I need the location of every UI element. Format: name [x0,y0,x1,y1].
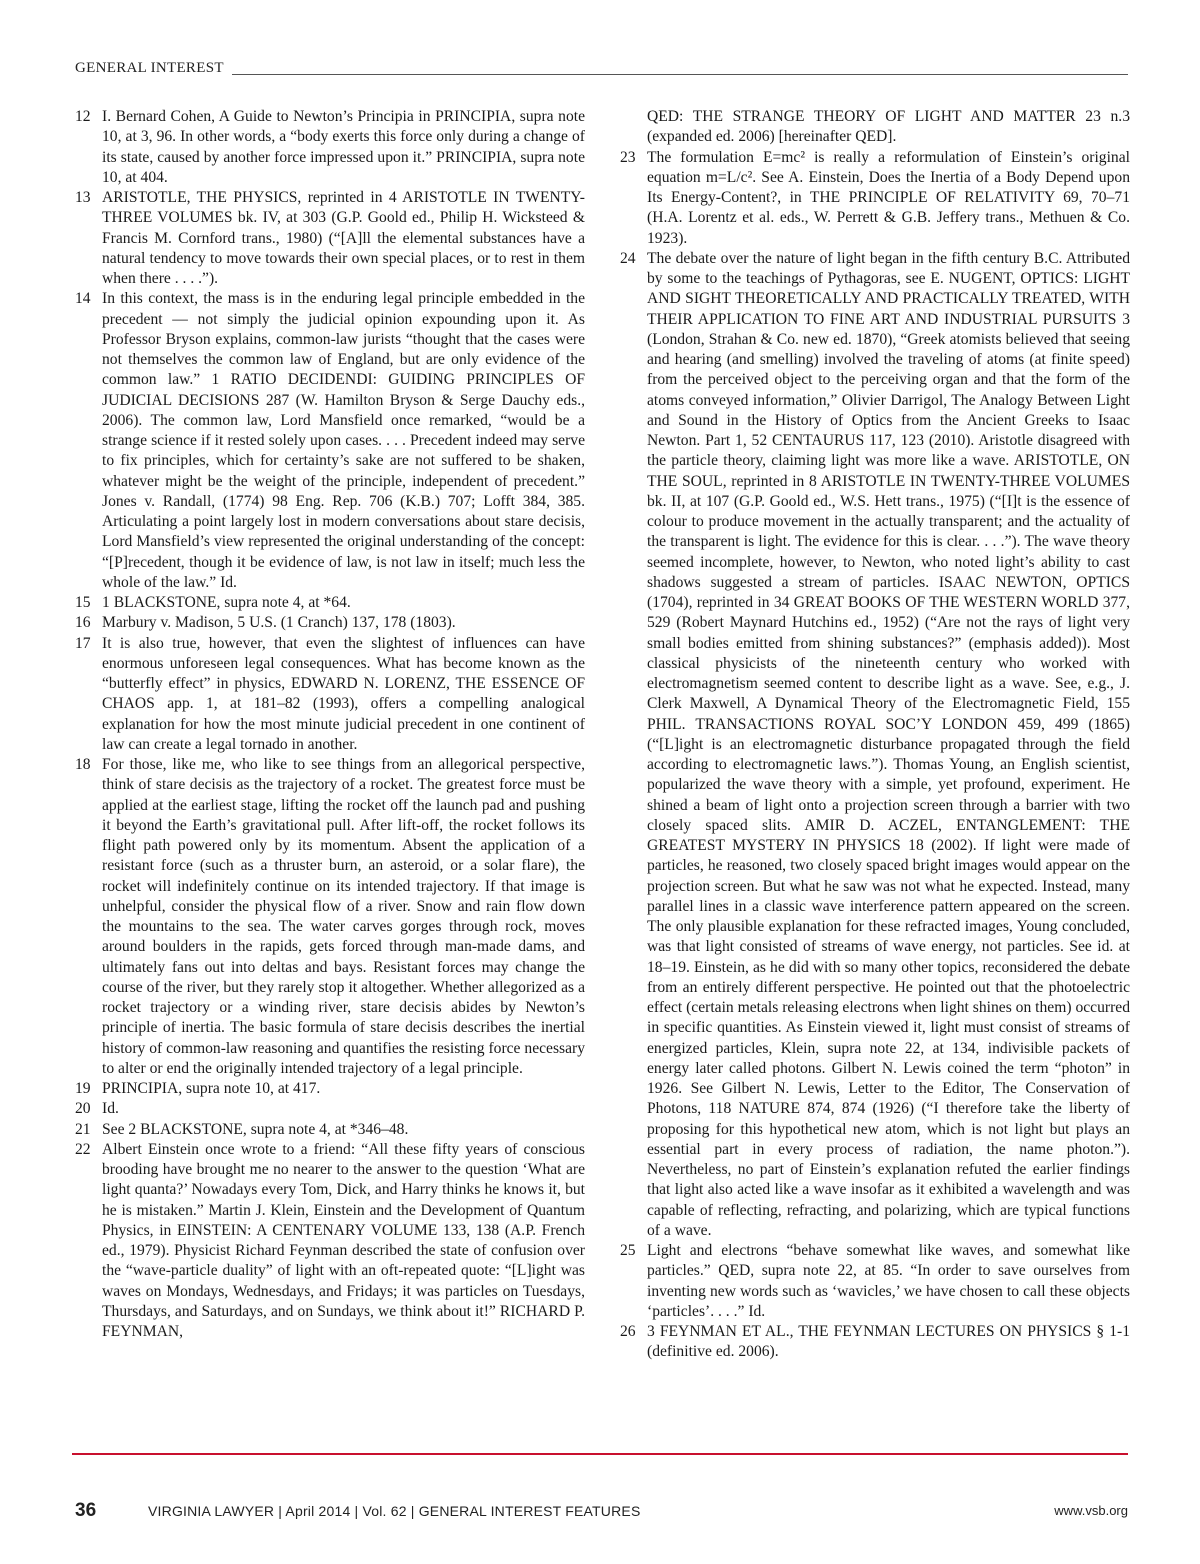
footnote-number: 20 [75,1100,91,1118]
footnote [75,107,585,188]
footnote-number: 22 [75,1140,91,1158]
footnote-text: For those, like me, who like to see things from an allegorical perspective, think of stare decisis as the trajectory of a rocket. The greatest force must be applied at the earliest stage, lifting the rocket off the launch pad and pushing it beyond the Earth’s gravitational pull. After lift-off, the rocket follows its flight path powered only by its momentum. Absent the application of a resistant force (such as a thruster burn, an asteroid, or a solar flare), the rocket will indefinitely continue on its intended trajectory. If that image is unhelpful, consider the physical flow of a river. Snow and rain flow down the mountains to the sea. The water carves gorges through rock, moves around boulders in the rapids, gets forced through man-made dams, and ultimately fans out into deltas and bays. Resistant forces may change the course of the river, but they rarely stop it altogether. Whether allegorized as a rocket trajectory or a winding river, stare decisis abides by Newton’s principle of inertia. The basic formula of stare decisis describes the inertial history of common-law reasoning and quantifies the resisting force necessary to alter or end the originally intended trajectory of a legal principle. [102,756,585,1077]
footnote-number: 17 [75,634,91,652]
footnote-text: In this context, the mass is in the enduring legal principle embedded in the precedent — not simply the judicial opinion expounding upon it. As Professor Bryson explains, common-law jurists “thought that the cases were not themselves the common law of England, but are only evidence of the common law.” 1 RATIO DECIDENDI: GUIDING PRINCIPLES OF JUDICIAL DECISIONS 287 (W. Hamilton Bryson & Serge Dauchy eds., 2006). The common law, Lord Mansfield once remarked, “would be a strange science if it rested solely upon cases. . . . Precedent indeed may serve to fix principles, which for certainty’s sake are not suffered to be shaken, whatever might be the weight of the principle, independent of precedent.” Jones v. Randall, (1774) 98 Eng. Rep. 706 (K.B.) 707; Lofft 384, 385. Articulating a point largely lost in modern conversations about stare decisis, Lord Mansfield’s view represented the original understanding of the concept: “[P]recedent, though it be evidence of law, is not law in itself; much less the whole of the law.” Id. [102,290,585,591]
footnotes-right-column [620,107,1130,1363]
footnote-text: I. Bernard Cohen, A Guide to Newton’s Principia in PRINCIPIA, supra note 10, at 3, 96. In other words, a “body exerts this force only during a change of its state, caused by another force impressed upon it.” PRINCIPIA, supra note 10, at 404. [102,108,585,186]
footnote-number: 21 [75,1120,91,1138]
footnotes-left-column [75,107,585,1342]
footnote-number [620,107,647,148]
footnote-number: 26 [620,1323,636,1340]
footnote-number: 23 [620,148,636,166]
footnote-number: 15 [75,594,91,611]
footnote-text: Marbury v. Madison, 5 U.S. (1 Cranch) 137, 178 (1803). [102,614,456,632]
footnote [620,1241,1130,1322]
page-footer [75,1500,1128,1530]
footnote-number: 16 [75,614,91,632]
footnote-number: 13 [75,189,91,206]
footnote [75,634,585,756]
header-rule [75,74,1128,75]
section-label: GENERAL INTEREST [75,60,232,77]
footnote-text: See 2 BLACKSTONE, supra note 4, at *346–48. [102,1120,409,1138]
footnote-text: The formulation E=mc² is really a reformulation of Einstein’s original equation m=L/c². See A. Einstein, Does the Inertia of a Body Depend upon Its Energy-Content?, in THE PRINCIPLE OF RELATIVITY 69, 70–71 (H.A. Lorentz et al. eds., W. Perrett & G.B. Jeffery trans., Methuen & Co. 1923). [647,148,1130,247]
running-header [75,60,1128,80]
footnote [620,1322,1130,1363]
publication-info: VIRGINIA LAWYER | April 2014 | Vol. 62 | GENERAL INTEREST FEATURES [148,1503,641,1519]
footnote [75,1140,585,1343]
footnote-text: Id. [102,1100,119,1118]
footnote [75,1120,585,1140]
footnote [75,1079,585,1099]
footnote [75,188,585,289]
footnote-text: PRINCIPIA, supra note 10, at 417. [102,1080,321,1097]
footnote-text: Light and electrons “behave somewhat like waves, and somewhat like particles.” QED, supra note 22, at 85. “In order to save ourselves from inventing new words such as ‘wavicles,’ we have chosen to call these objects ‘particles’. . . .” Id. [647,1242,1130,1320]
footnote-number: 24 [620,249,636,267]
website-link[interactable]: www.vsb.org [1054,1503,1128,1518]
footnote-text: The debate over the nature of light began in the fifth century B.C. Attributed by some to the teachings of Pythagoras, see E. NUGENT, OPTICS: LIGHT AND SIGHT THEORETICALLY AND PRACTICALLY TREATED, WITH THEIR APPLICATION TO FINE ART AND INDUSTRIAL PURSUITS 3 (London, Strahan & Co. new ed. 1870), “Greek atomists believed that seeing and hearing (and smelling) involved the traveling of atoms (at finite speed) from the perceived object to the perceiving organ and that the form of the atoms conveyed information,” Olivier Darrigol, The Analogy Between Light and Sound in the History of Optics from the Ancient Greeks to Isaac Newton. Part 1, 52 CENTAURUS 117, 123 (2010). Aristotle disagreed with the particle theory, claiming light was more like a wave. ARISTOTLE, ON THE SOUL, reprinted in 8 ARISTOTLE IN TWENTY-THREE VOLUMES bk. II, at 107 (G.P. Goold ed., W.S. Hett trans., 1975) (“[I]t is the essence of colour to produce movement in the actually transparent; and the actuality of the transparent is light. The evidence for this is clear. . . .”). The wave theory seemed incomplete, however, to Newton, who noted light’s ability to cast shadows suggested a stream of particles. ISAAC NEWTON, OPTICS (1704), reprinted in 34 GREAT BOOKS OF THE WESTERN WORLD 377, 529 (Robert Maynard Hutchins ed., 1952) (“Are not the rays of light very small bodies emitted from shining substances?” (emphasis added)). Most classical physicists of the nineteenth century who worked with electromagnetism seemed content to describe light as a wave. See, e.g., J. Clerk Maxwell, A Dynamical Theory of the Electromagnetic Field, 155 PHIL. TRANSACTIONS ROYAL SOC’Y LONDON 459, 499 (1865) (“[L]ight is an electromagnetic disturbance propagated through the field according to electromagnetic laws.”). Thomas Young, an English scientist, popularized the wave theory with a simple, yet profound, experiment. He shined a beam of light onto a projection screen through a barrier with two closely spaced slits. AMIR D. ACZEL, ENTANGLEMENT: THE GREATEST MYSTERY IN PHYSICS 18 (2002). If light were made of particles, he reasoned, two closely spaced bright images would appear on the projection screen. But what he saw was not what he expected. Instead, many parallel lines in a classic wave interference pattern appeared on the screen. The only plausible explanation for these refracted images, Young concluded, was that light consisted of streams of wave energy, not particles. See id. at 18–19. Einstein, as he did with so many other topics, reconsidered the debate from an entirely different perspective. He pointed out that the photoelectric effect (certain metals releasing electrons when light shines on them) occurred in specific quantities. As Einstein viewed it, light must consist of streams of energized particles, Klein, supra note 22, at 134, indivisible packets of energy later called photons. Gilbert N. Lewis coined the term “photon” in 1926. See Gilbert N. Lewis, Letter to the Editor, The Conservation of Photons, 118 NATURE 874, 874 (1926) (“I therefore take the liberty of proposing for this hypothetical new atom, which is not light but plays an essential part in every process of radiation, the name photon.”). Nevertheless, no part of Einstein’s explanation refuted the earlier findings that light also acted like a wave insofar as it exhibited a wavelength and was capable of reflecting, refracting, and polarizing, which are typical functions of a wave. [647,249,1130,1239]
footnote [75,593,585,613]
footnote [620,249,1130,1241]
footer-accent-rule [72,1453,1128,1455]
footnote-text: 1 BLACKSTONE, supra note 4, at *64. [102,594,351,611]
footnote [75,289,585,593]
footnote-number: 19 [75,1080,91,1097]
page-number: 36 [75,1500,97,1521]
footnote-number: 14 [75,290,91,308]
footnote-text: It is also true, however, that even the slightest of influences can have enormous unforeseen legal consequences. What has become known as the “butterfly effect” in physics, EDWARD N. LORENZ, THE ESSENCE OF CHAOS app. 1, at 181–82 (1993), offers a compelling analogical explanation for how the most minute judicial precedent in one continent of law can create a legal tornado in another. [102,634,585,753]
footnote [75,613,585,633]
footnote [75,1099,585,1119]
footnote-text: QED: THE STRANGE THEORY OF LIGHT AND MATTER 23 n.3 (expanded ed. 2006) [hereinafter QED]. [647,108,1130,146]
footnote-text: ARISTOTLE, THE PHYSICS, reprinted in 4 ARISTOTLE IN TWENTY-THREE VOLUMES bk. IV, at 303 (G.P. Goold ed., Philip H. Wicksteed & Francis M. Cornford trans., 1980) (“[A]ll the elemental substances have a natural tendency to move towards their own special places, or to rest in them when there . . . .”). [102,189,585,287]
footnote [75,755,585,1079]
footnote-number: 18 [75,756,91,773]
footnote-number: 12 [75,108,91,125]
footnote-number: 25 [620,1242,636,1259]
footnote-text: Albert Einstein once wrote to a friend: “All these fifty years of conscious brooding have brought me no nearer to the answer to the question ‘What are light quanta?’ Nowadays every Tom, Dick, and Harry thinks he knows it, but he is mistaken.” Martin J. Klein, Einstein and the Development of Quantum Physics, in EINSTEIN: A CENTENARY VOLUME 133, 138 (A.P. French ed., 1979). Physicist Richard Feynman described the state of confusion over the “wave-particle duality” of light with an oft-repeated quote: “[L]ight was waves on Mondays, Wednesdays, and Fridays; it was particles on Tuesdays, Thursdays, and Saturdays, and on Sundays, we think about it!” RICHARD P. FEYNMAN, [102,1140,585,1340]
footnote-text: 3 FEYNMAN ET AL., THE FEYNMAN LECTURES ON PHYSICS § 1-1 (definitive ed. 2006). [647,1323,1130,1361]
footnote [620,148,1130,249]
footnote-continuation [620,107,1130,148]
